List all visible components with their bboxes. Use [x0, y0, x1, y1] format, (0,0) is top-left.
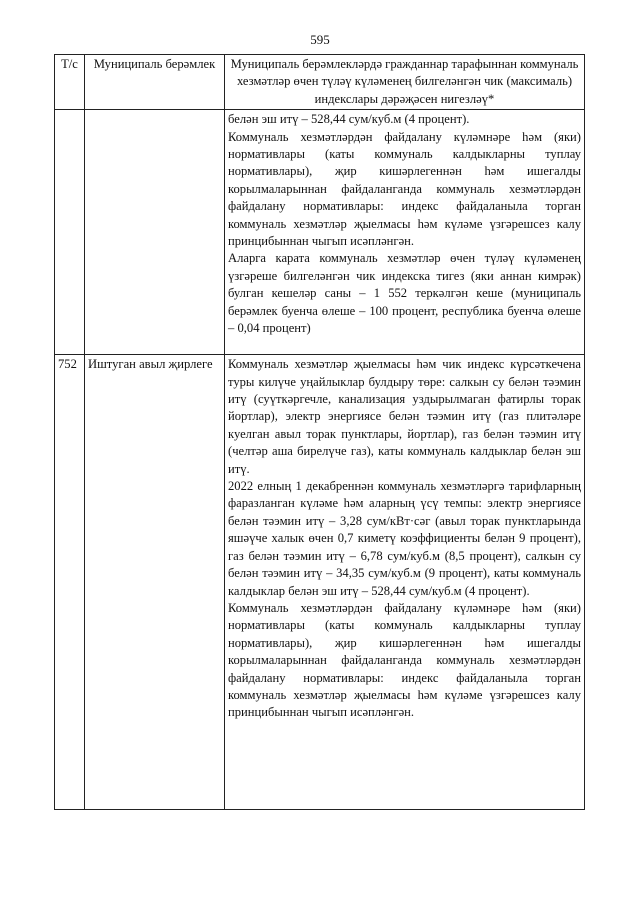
row-description: [225, 355, 585, 810]
description-paragraph: Коммуналь хезмәтләр җыелмасы һәм чик индекс күрсәткечена туры килүче уңайлыклар булдыру төре: салкын су белән тәэмин итү (суүткәргечле, канализация уздырылмаган фатирлы торак йортлар), электр энергиясе белән тәэмин итү (газ плитәләре куелган авыл торак пунктлары, йортлар), газ белән тәэмин итү (челтәр аша бирелүче газ), каты коммуналь калдыклар белән эш итү.: [228, 357, 581, 476]
tariff-table: [54, 54, 585, 810]
row-number: 752: [55, 355, 85, 810]
description-paragraph: Коммуналь хезмәтләрдән файдалану күләмнәре һәм (яки) нормативлары (каты коммуналь калдыкларны туплау нормативлары), җир кишәрлегеннән һәм ишегалды корылмаларыннан файдаланганда коммуналь хезмәтләрдән файдалану нормативлары: индекс файдаланыла торган коммуналь хезмәтләр җыелмасы һәм күләме үзгәрешсез калу принцибыннан чыгып исәпләнгән.: [228, 129, 581, 249]
row-municipality: [85, 110, 225, 355]
page-number: 595: [310, 32, 330, 47]
header-number: Т/с: [55, 55, 85, 110]
table-row: [55, 110, 585, 355]
description-paragraph: белән эш итү – 528,44 сум/куб.м (4 процент).: [228, 112, 470, 127]
description-paragraph: 2022 елның 1 декабреннән коммуналь хезмәтләргә тарифларның фаразланган күләме һәм аларның үсү темпы: электр энергиясе белән тәэмин итү – 3,28 сум/кВт·сәг (авыл торак пунктларында яшәүче халык өчен 0,7 киметү коэффициенты белән 9 процент), газ белән тәэмин итү – 6,78 сум/куб.м (8,5 процент), салкын су белән тәэмин итү – 34,35 сум/куб.м (9 процент), каты коммуналь калдыклар белән эш итү – 528,44 сум/куб.м (4 процент).: [228, 479, 581, 598]
description-paragraph: Коммуналь хезмәтләрдән файдалану күләмнәре һәм (яки) нормативлары (каты коммуналь калдыкларны туплау нормативлары), җир кишәрлегеннән һәм ишегалды корылмаларыннан файдаланганда коммуналь хезмәтләрдән файдалану нормативлары: индекс файдаланыла торган коммуналь хезмәтләр җыелмасы һәм күләме үзгәрешсез калу принцибыннан чыгып исәпләнгән.: [228, 600, 581, 720]
table-row: [55, 355, 585, 810]
header-description: Муниципаль берәмлекләрдә гражданнар тарафыннан коммуналь хезмәтләр өчен түләү күләменең билгеләнгән чик (максималь) индекслары дәрәҗәсен нигезләү*: [225, 55, 585, 110]
description-paragraph: Аларга карата коммуналь хезмәтләр өчен түләү күләменең үзгәреше билгеләнгән чик индекска тигез (яки аннан кимрәк) булган кешеләр саны – 1 552 теркәлгән кеше (муниципаль берәмлек буенча өлеше – 100 процент, республика буенча өлеше – 0,04 процент): [228, 251, 581, 336]
table-header-row: [55, 55, 585, 110]
row-municipality: Иштуган авыл җирлеге: [85, 355, 225, 810]
header-municipality: Муниципаль берәмлек: [85, 55, 225, 110]
row-number: [55, 110, 85, 355]
row-description: [225, 110, 585, 355]
